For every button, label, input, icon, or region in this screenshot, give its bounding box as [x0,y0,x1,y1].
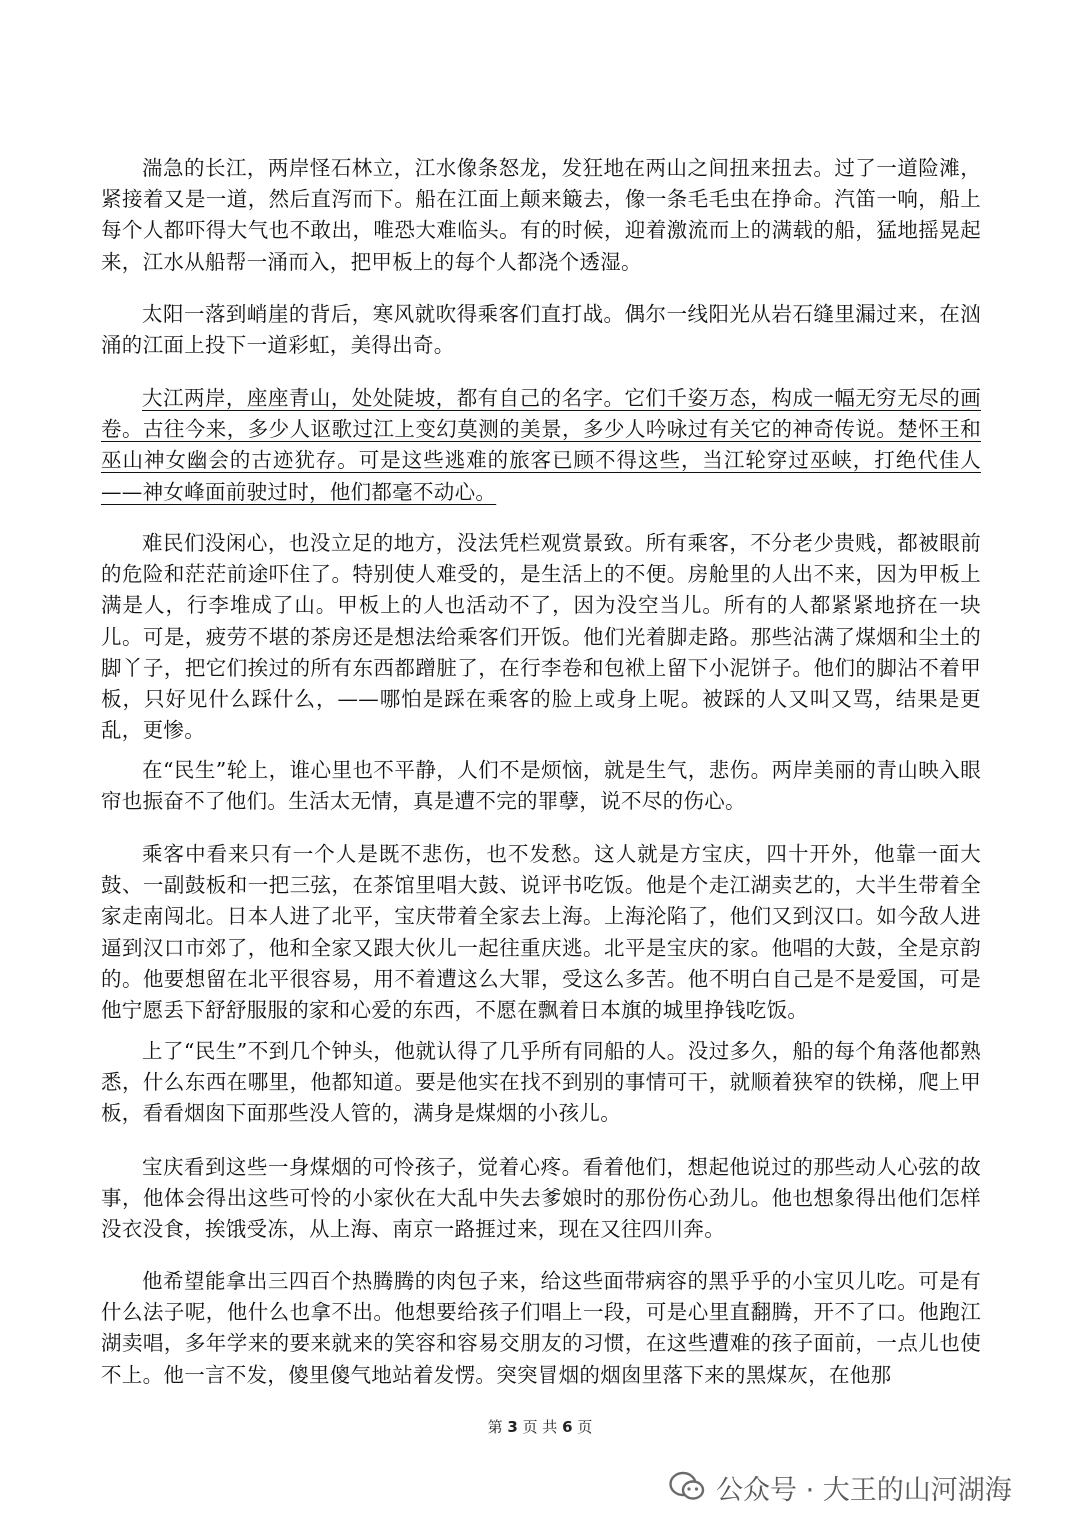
paragraph-9: 他希望能拿出三四百个热腾腾的肉包子来，给这些面带病容的黑乎乎的小宝贝儿吃。可是有什么法子呢，他什么也拿不出。他想要给孩子们唱上一段，可是心里直翻腾，开不了口。他跑江湖卖唱，多年学来的要来就来的笑容和容易交朋友的习惯，在这些遭难的孩子面前，一点儿也使不上。他一言不发，傻里傻气地站着发愣。突突冒烟的烟囱里落下来的黑煤灰，在他那 [101,1269,981,1387]
paragraph-3-underlined: 大江两岸，座座青山，处处陡坡，都有自己的名字。它们千姿万态，构成一幅无穷无尽的画卷。古往今来，多少人讴歌过江上变幻莫测的美景，多少人吟咏过有关它的神奇传说。楚怀王和巫山神女幽会的古迹犹存。可是这些逃难的旅客已顾不得这些，当江轮穿过巫峡，打绝代佳人——神女峰面前驶过时，他们都毫不动心。 [101,386,981,504]
paragraph-4: 难民们没闲心，也没立足的地方，没法凭栏观赏景致。所有乘客，不分老少贵贱，都被眼前的危险和茫茫前途吓住了。特别使人难受的，是生活上的不便。房舱里的人出不来，因为甲板上满是人，行李堆成了山。甲板上的人也活动不了，因为没空当儿。所有的人都紧紧地挤在一块儿。可是，疲劳不堪的茶房还是想法给乘客们开饭。他们光着脚走路。那些沾满了煤烟和尘土的脚丫子，把它们挨过的所有东西都蹭脏了，在行李卷和包袱上留下小泥饼子。他们的脚沾不着甲板，只好见什么踩什么，——哪怕是踩在乘客的脸上或身上呢。被踩的人又叫又骂，结果是更乱，更惨。 [101,531,981,743]
wechat-official-account-icon [668,1470,706,1504]
paragraph-6: 乘客中看来只有一个人是既不悲伤，也不发愁。这人就是方宝庆，四十开外，他靠一面大鼓、一副鼓板和一把三弦，在茶馆里唱大鼓、说评书吃饭。他是个走江湖卖艺的，大半生带着全家走南闯北。日本人进了北平，宝庆带着全家去上海。上海沦陷了，他们又到汉口。如今敌人进逼到汉口市郊了，他和全家又跟大伙儿一起往重庆逃。北平是宝庆的家。他唱的大鼓，全是京韵的。他要想留在北平很容易，用不着遭这么大罪，受这么多苦。他不明白自己是不是爱国，可是他宁愿丢下舒舒服服的家和心爱的东西，不愿在飘着日本旗的城里挣钱吃饭。 [101,842,981,1023]
footer-middle: 页 共 [522,1418,558,1436]
footer-suffix: 页 [577,1418,593,1436]
paragraph-7: 上了“民生”不到几个钟头，他就认得了几乎所有同船的人。没过多久，船的每个角落他都熟悉，什么东西在哪里，他都知道。要是他实在找不到别的事情可干，就顺着狭窄的铁梯，爬上甲板，看看烟囱下面那些没人管的，满身是煤烟的小孩儿。 [101,1039,981,1126]
total-page-count: 6 [562,1418,573,1436]
footer-prefix: 第 [487,1418,503,1436]
current-page-number: 3 [507,1418,518,1436]
page-footer [0,1416,1080,1437]
paragraph-1: 湍急的长江，两岸怪石林立，江水像条怒龙，发狂地在两山之间扭来扭去。过了一道险滩，紧接着又是一道，然后直泻而下。船在江面上颠来簸去，像一条毛毛虫在挣命。汽笛一响，船上每个人都吓得大气也不敢出，唯恐大难临头。有的时候，迎着激流而上的满载的船，猛地摇晃起来，江水从船帮一涌而入，把甲板上的每个人都浇个透湿。 [101,156,981,274]
watermark-text: 公众号 · 大王的山河湖海 [716,1474,1012,1506]
watermark [668,1462,1012,1512]
paragraph-8: 宝庆看到这些一身煤烟的可怜孩子，觉着心疼。看着他们，想起他说过的那些动人心弦的故事，他体会得出这些可怜的小家伙在大乱中失去爹娘时的那份伤心劲儿。他也想象得出他们怎样没衣没食，挨饿受冻，从上海、南京一路捱过来，现在又往四川奔。 [101,1155,981,1242]
paragraph-5: 在“民生”轮上，谁心里也不平静，人们不是烦恼，就是生气，悲伤。两岸美丽的青山映入眼帘也振奋不了他们。生活太无情，真是遭不完的罪孽，说不尽的伤心。 [101,758,981,814]
paragraph-2: 太阳一落到峭崖的背后，寒风就吹得乘客们直打战。偶尔一线阳光从岩石缝里漏过来，在汹涌的江面上投下一道彩虹，美得出奇。 [101,302,981,358]
